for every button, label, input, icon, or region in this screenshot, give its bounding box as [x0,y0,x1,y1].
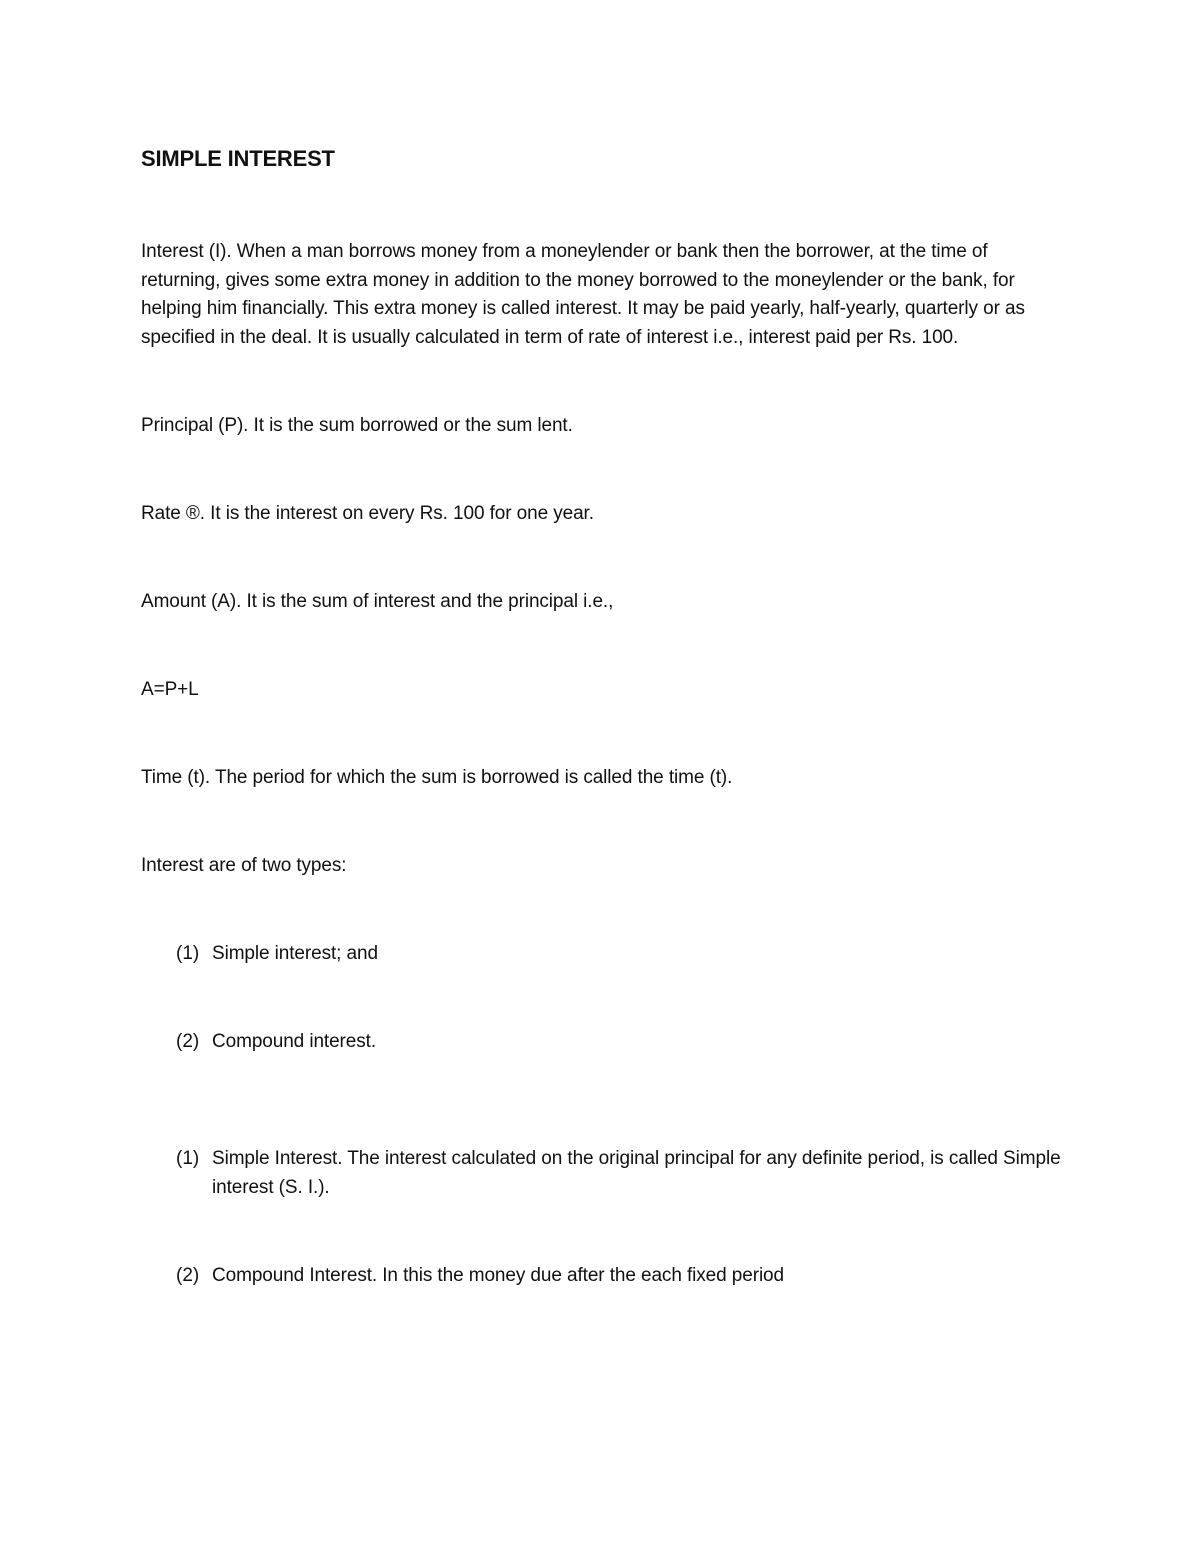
amount-formula: A=P+L [141,679,199,700]
amount-paragraph: Amount (A). It is the sum of interest and the principal i.e., [141,591,614,612]
principal-paragraph: Principal (P). It is the sum borrowed or the sum lent. [141,415,573,436]
interest-paragraph: Interest (I). When a man borrows money from a moneylender or bank then the borrower, at the time of returning, gives some extra money in addition to the money borrowed to the moneylender or the bank, for helping him financially. This extra money is called interest. It may be paid yearly, half-yearly, quarterly or as specified in the deal. It is usually calculated in term of rate of interest i.e., interest paid per Rs. 100. [141,241,1025,348]
list-item [141,940,1061,969]
types-intro: Interest are of two types: [141,855,347,876]
list-item-number: (2) [176,1031,200,1052]
time-paragraph: Time (t). The period for which the sum is borrowed is called the time (t). [141,767,733,788]
definition-text: Compound Interest. In this the money due after the each fixed period [212,1265,784,1286]
definition-number: (2) [176,1265,200,1286]
definition-number: (1) [176,1148,200,1169]
page-title: SIMPLE INTEREST [141,146,335,171]
definition-item [141,1145,1061,1202]
list-item [141,1028,1061,1057]
definition-item [141,1262,1061,1291]
list-item-text: Compound interest. [212,1031,377,1052]
rate-paragraph: Rate ®. It is the interest on every Rs. 100 for one year. [141,503,594,524]
definition-text: Simple Interest. The interest calculated on the original principal for any definite period, is called Simple interest (S. I.). [212,1148,1061,1198]
list-item-text: Simple interest; and [212,943,378,964]
list-item-number: (1) [176,943,200,964]
